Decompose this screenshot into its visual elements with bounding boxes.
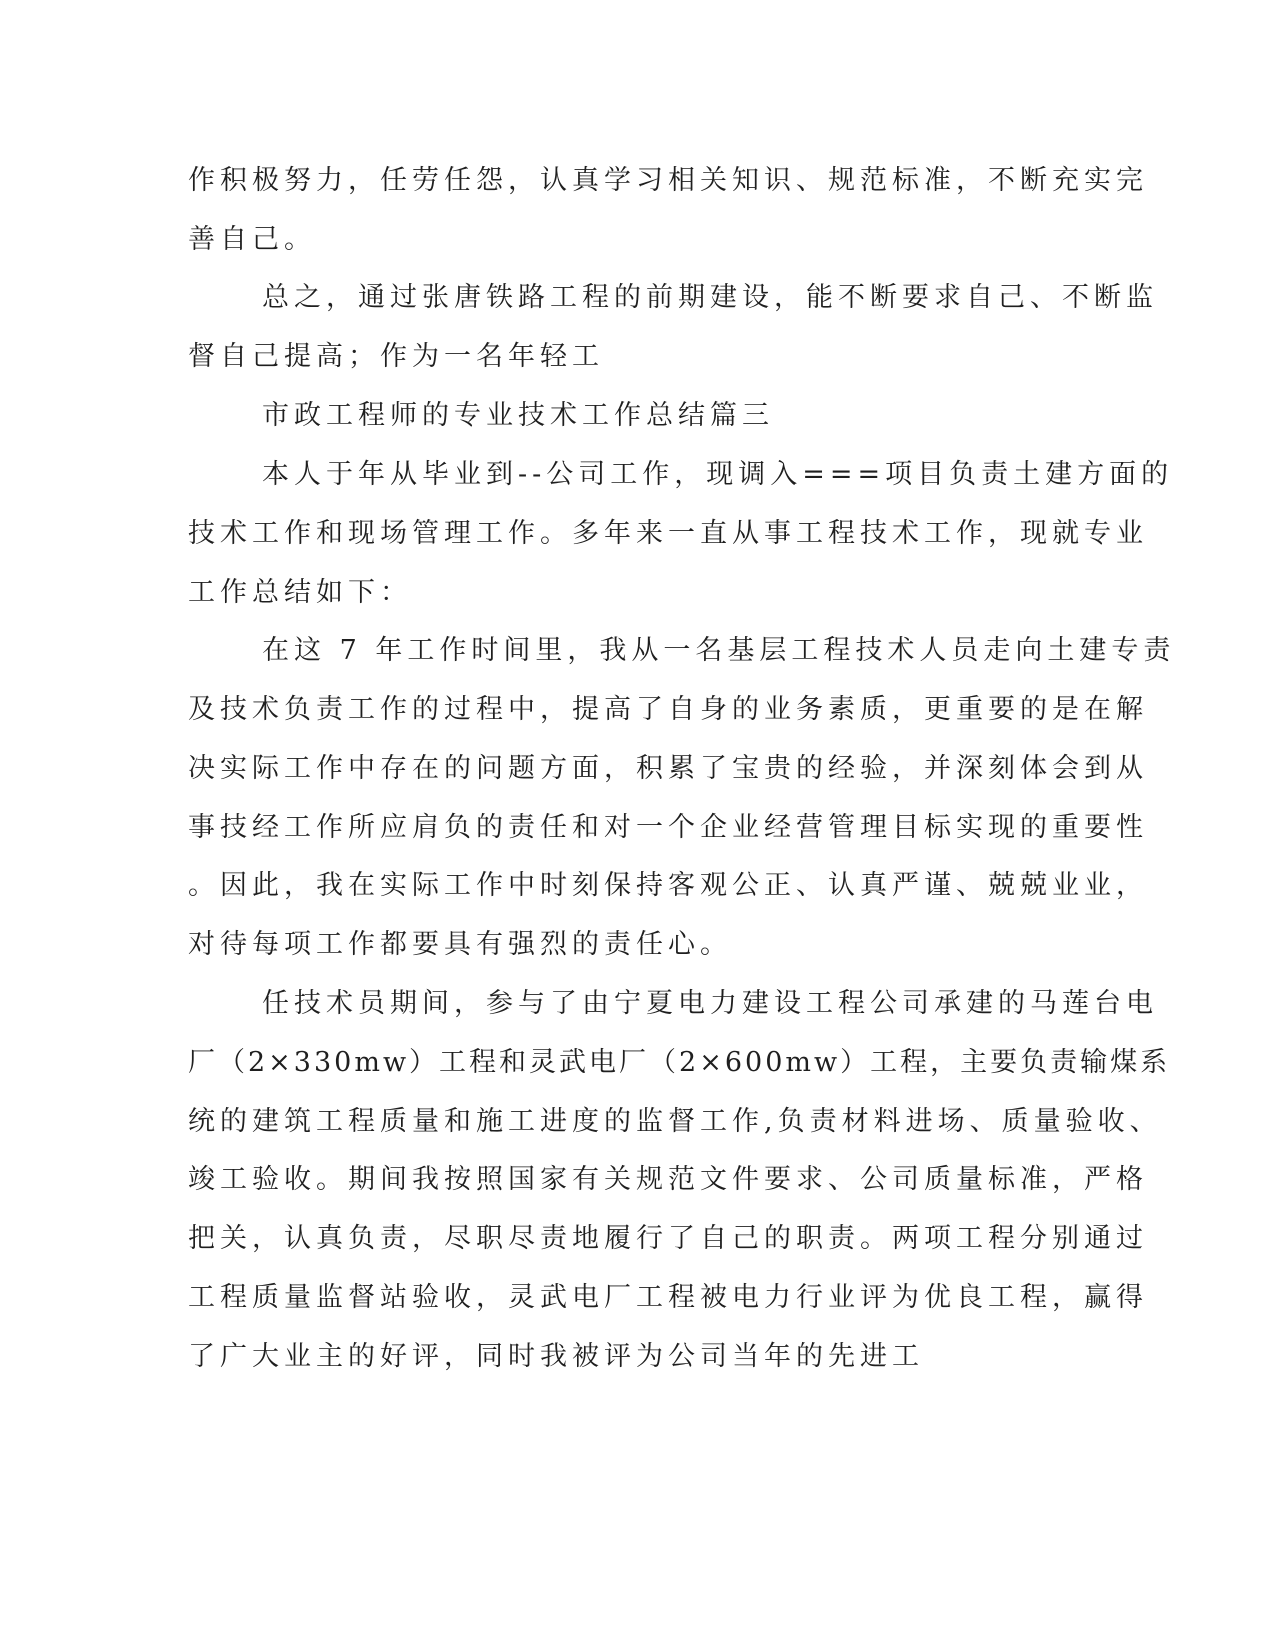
paragraph-line: 对待每项工作都要具有强烈的责任心。 [188,929,732,960]
paragraph-line: 及技术负责工作的过程中，提高了自身的业务素质，更重要的是在解 [188,694,1148,725]
paragraph-line: 督自己提高；作为一名年轻工 [188,341,604,372]
paragraph-line: 厂（2×330mw）工程和灵武电厂（2×600mw）工程，主要负责输煤系 [188,1047,1171,1078]
section-heading: 市政工程师的专业技术工作总结篇三 [262,400,774,431]
paragraph-line: 任技术员期间，参与了由宁夏电力建设工程公司承建的马莲台电 [262,988,1158,1019]
paragraph-line: 事技经工作所应肩负的责任和对一个企业经营管理目标实现的重要性 [188,812,1148,843]
paragraph-line: 了广大业主的好评，同时我被评为公司当年的先进工 [188,1341,924,1372]
paragraph-line: 作积极努力，任劳任怨，认真学习相关知识、规范标准，不断充实完 [188,165,1148,196]
paragraph-line: 总之，通过张唐铁路工程的前期建设，能不断要求自己、不断监 [262,282,1158,313]
paragraph-line: 善自己。 [188,224,316,255]
paragraph-line: 本人于年从毕业到--公司工作，现调入===项目负责土建方面的 [262,459,1174,490]
paragraph-line: 。因此，我在实际工作中时刻保持客观公正、认真严谨、兢兢业业， [188,870,1148,901]
paragraph-line: 决实际工作中存在的问题方面，积累了宝贵的经验，并深刻体会到从 [188,753,1148,784]
paragraph-line: 工程质量监督站验收，灵武电厂工程被电力行业评为优良工程，赢得 [188,1282,1148,1313]
paragraph-line: 工作总结如下： [188,577,412,608]
paragraph-line: 统的建筑工程质量和施工进度的监督工作,负责材料进场、质量验收、 [188,1106,1162,1137]
paragraph-line: 在这 7 年工作时间里，我从一名基层工程技术人员走向土建专责 [262,635,1176,666]
paragraph-line: 竣工验收。期间我按照国家有关规范文件要求、公司质量标准，严格 [188,1164,1148,1195]
paragraph-line: 把关，认真负责，尽职尽责地履行了自己的职责。两项工程分别通过 [188,1223,1148,1254]
paragraph-line: 技术工作和现场管理工作。多年来一直从事工程技术工作，现就专业 [188,518,1148,549]
